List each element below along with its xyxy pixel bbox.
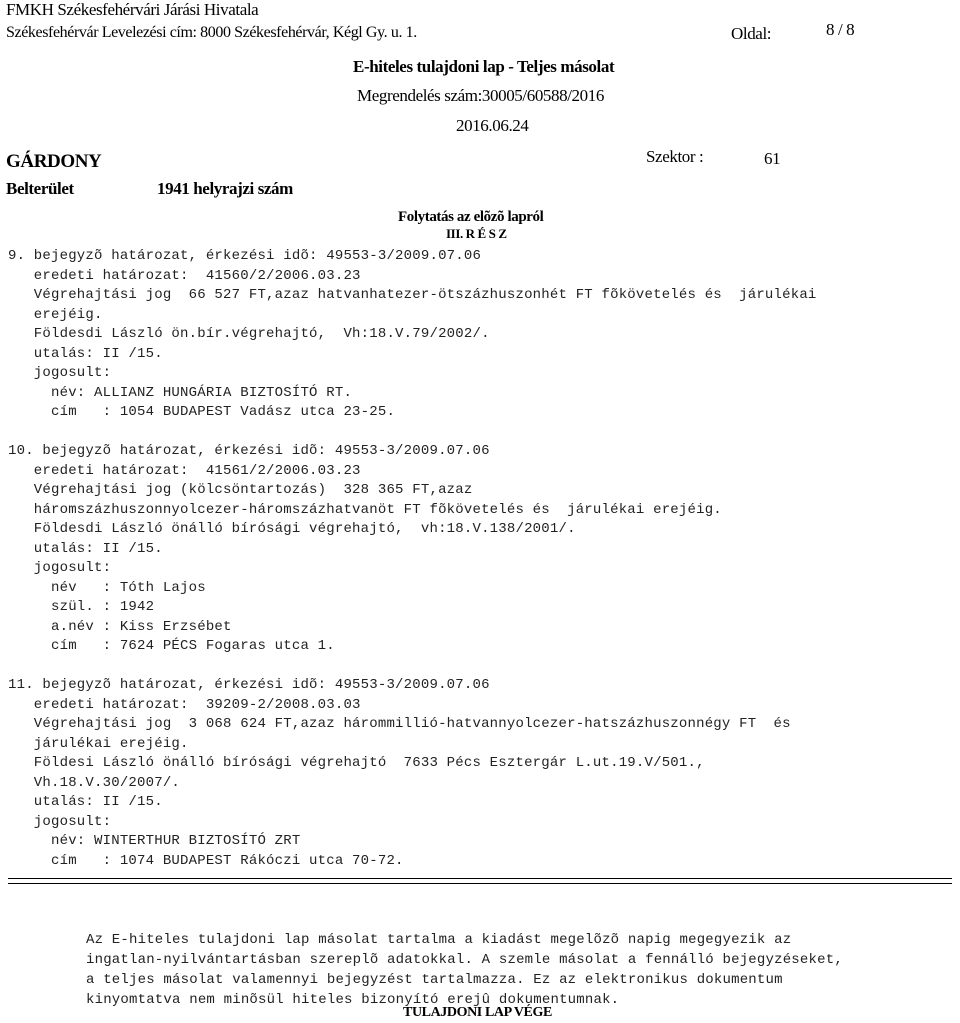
- entry-line: jogosult:: [8, 813, 112, 830]
- entry-line: utalás: II /15.: [8, 794, 163, 810]
- settlement-name: GÁRDONY: [6, 151, 102, 172]
- end-of-document: TULAJDONI LAP VÉGE: [403, 1005, 552, 1020]
- sector-value: 61: [764, 149, 781, 168]
- office-name: FMKH Székesfehérvári Járási Hivatala: [6, 0, 259, 19]
- footer-line: kinyomtatva nem minõsül hiteles bizonyító erejû dokumentumnak.: [86, 992, 620, 1008]
- entry-line: név : Tóth Lajos: [8, 579, 206, 596]
- continuation-note: Folytatás az elõzõ lapról: [398, 209, 544, 225]
- entry-line: eredeti határozat: 41560/2/2006.03.23: [8, 267, 361, 284]
- entry-line: járulékai erejéig.: [8, 735, 189, 752]
- entry-line: Földesdi László önálló bírósági végrehajtó, vh:18.V.138/2001/.: [8, 521, 576, 537]
- document-title: E-hiteles tulajdoni lap - Teljes másolat: [353, 57, 615, 76]
- order-number: Megrendelés szám:30005/60588/2016: [357, 86, 604, 105]
- page-number: 8 / 8: [826, 20, 855, 39]
- footer-line: ingatlan-nyilvántartásban szereplõ adatokkal. A szemle másolat a fennálló bejegyzéseket,: [86, 952, 843, 968]
- entry-line: Végrehajtási jog 66 527 FT,azaz hatvanhatezer-ötszázhuszonhét FT fõkövetelés és járulékai: [8, 287, 817, 303]
- page-label: Oldal:: [731, 24, 772, 43]
- entry-9: [8, 247, 817, 423]
- divider-top: [8, 878, 952, 879]
- entry-line: szül. : 1942: [8, 599, 155, 615]
- entry-line: név: WINTERTHUR BIZTOSÍTÓ ZRT: [8, 833, 301, 849]
- entry-line: 11. bejegyzõ határozat, érkezési idõ: 49553-3/2009.07.06: [8, 677, 490, 693]
- entry-line: eredeti határozat: 41561/2/2006.03.23: [8, 462, 361, 479]
- entry-line: utalás: II /15.: [8, 345, 163, 362]
- part-title: III. R É S Z: [446, 226, 507, 241]
- entry-line: Vh.18.V.30/2007/.: [8, 774, 181, 791]
- office-address: Székesfehérvár Levelezési cím: 8000 Székesfehérvár, Kégl Gy. u. 1.: [6, 24, 417, 41]
- footer-notice: [86, 930, 843, 1010]
- entry-line: erejéig.: [8, 306, 103, 323]
- entry-11: [8, 676, 791, 871]
- entry-line: eredeti határozat: 39209-2/2008.03.03: [8, 696, 361, 713]
- divider-bottom: [8, 883, 952, 884]
- entry-10: [8, 442, 722, 657]
- footer-line: Az E-hiteles tulajdoni lap másolat tartalma a kiadást megelõzõ napig megegyezik az: [86, 932, 792, 948]
- entry-line: jogosult:: [8, 560, 112, 576]
- entry-line: név: ALLIANZ HUNGÁRIA BIZTOSÍTÓ RT.: [8, 384, 353, 401]
- entry-line: cím : 1054 BUDAPEST Vadász utca 23-25.: [8, 404, 396, 420]
- entry-line: Végrehajtási jog (kölcsöntartozás) 328 365 FT,azaz: [8, 482, 473, 498]
- parcel-number: 1941 helyrajzi szám: [157, 179, 293, 198]
- entry-line: a.név : Kiss Erzsébet: [8, 618, 232, 635]
- entry-line: Földesi László önálló bírósági végrehajtó 7633 Pécs Esztergár L.ut.19.V/501.,: [8, 755, 705, 771]
- area-type: Belterület: [6, 179, 74, 198]
- entry-line: cím : 1074 BUDAPEST Rákóczi utca 70-72.: [8, 852, 404, 869]
- entry-line: jogosult:: [8, 365, 112, 381]
- entry-line: utalás: II /15.: [8, 540, 163, 557]
- sector-label: Szektor :: [646, 147, 704, 166]
- entry-line: Földesdi László ön.bír.végrehajtó, Vh:18.V.79/2002/.: [8, 326, 490, 342]
- entry-line: háromszázhuszonnyolcezer-háromszázhatvanöt FT fõkövetelés és járulékai erejéig.: [8, 501, 722, 518]
- entry-line: cím : 7624 PÉCS Fogaras utca 1.: [8, 638, 335, 654]
- entry-line: Végrehajtási jog 3 068 624 FT,azaz hárommillió-hatvannyolcezer-hatszázhuszonnégy FT és: [8, 716, 791, 732]
- entry-line: 9. bejegyzõ határozat, érkezési idõ: 49553-3/2009.07.06: [8, 248, 482, 264]
- entry-line: 10. bejegyzõ határozat, érkezési idõ: 49553-3/2009.07.06: [8, 443, 490, 459]
- footer-line: a teljes másolat valamennyi bejegyzést tartalmazza. Ez az elektronikus dokumentum: [86, 972, 783, 988]
- document-date: 2016.06.24: [456, 116, 529, 135]
